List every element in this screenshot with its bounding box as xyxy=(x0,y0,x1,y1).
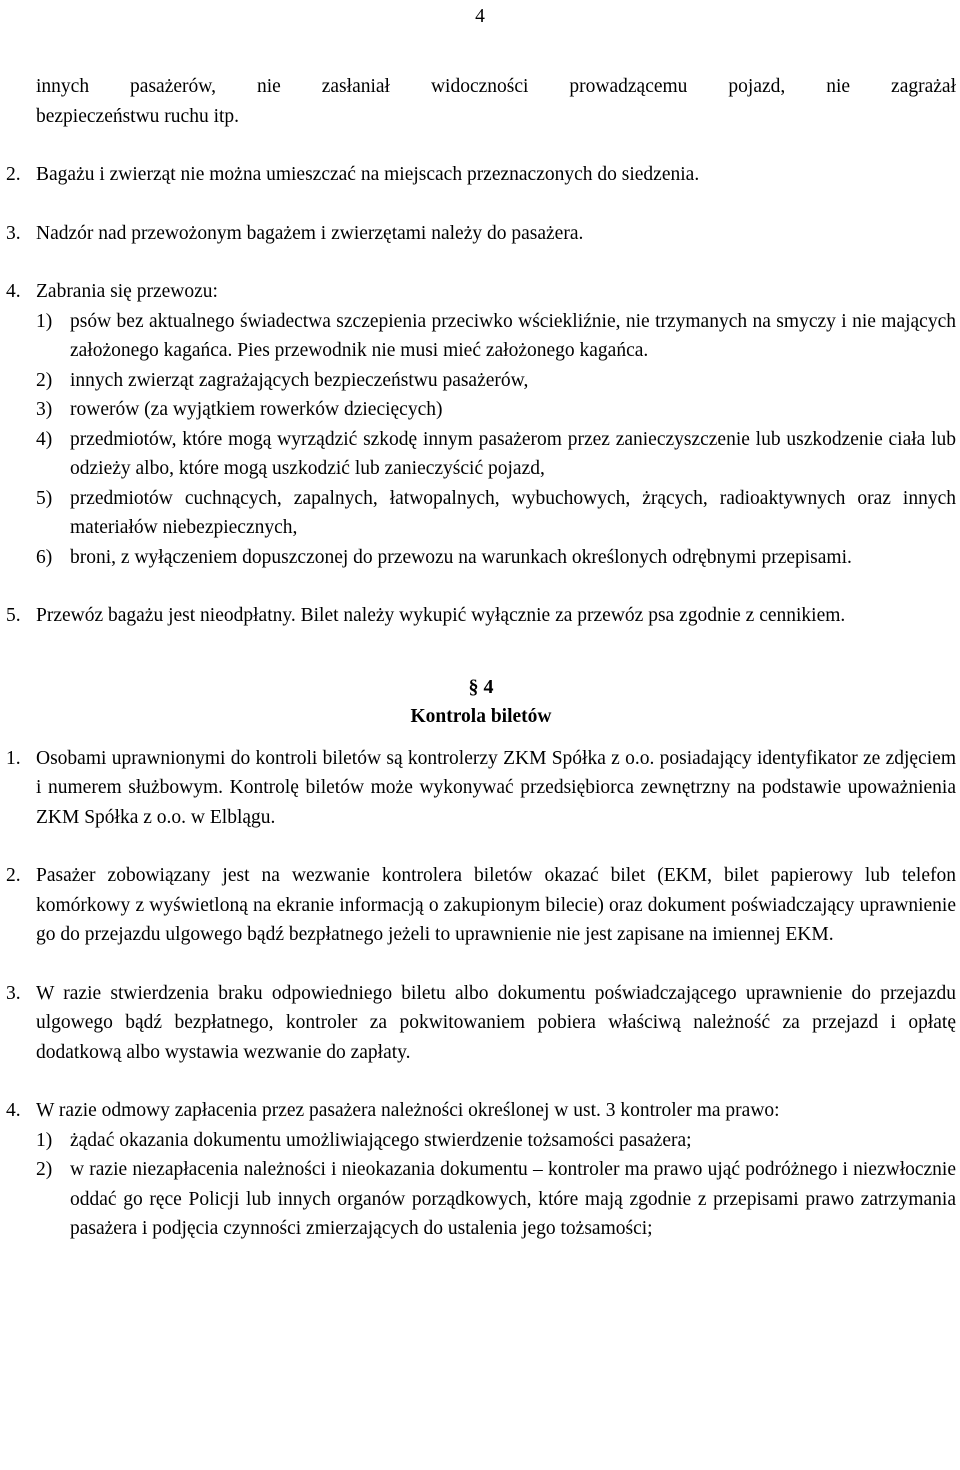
prohibition-text: przedmiotów cuchnących, zapalnych, łatwopalnych, wybuchowych, żrących, radioaktywnych oraz innych materiałów niebezpiecznych, xyxy=(70,487,956,538)
right-item xyxy=(36,1126,956,1156)
right-text: żądać okazania dokumentu umożliwiającego stwierdzenie tożsamości pasażera; xyxy=(70,1129,692,1151)
prohibition-item xyxy=(36,307,956,366)
control-item-number: 1. xyxy=(6,747,21,769)
control-item-text: Osobami uprawnionymi do kontroli biletów są kontrolerzy ZKM Spółka z o.o. posiadający identyfikator ze zdjęciem i numerem służbowym. Kontrolę biletów może wykonywać przedsiębiorca zewnętrzny na podstawie upoważnienia ZKM Spółka z o.o. w Elblągu. xyxy=(36,747,956,828)
control-item xyxy=(6,1096,956,1126)
prohibition-text: przedmiotów, które mogą wyrządzić szkodę innym pasażerom przez zanieczyszczenie lub uszkodzenie ciała lub odzieży albo, które mogą uszkodzić lub zanieczyścić pojazd, xyxy=(70,428,956,479)
control-item xyxy=(6,979,956,1068)
control-item-number: 2. xyxy=(6,865,21,886)
prohibition-item xyxy=(36,543,956,573)
list-item-number: 5. xyxy=(6,605,21,626)
prohibition-item xyxy=(36,395,956,425)
intro-line-1: innych pasażerów, nie zasłaniał widoczności prowadzącemu pojazd, nie zagrażał xyxy=(36,76,956,97)
control-item xyxy=(6,861,956,950)
list-item xyxy=(6,219,956,249)
list-item-number: 2. xyxy=(6,164,21,185)
list-item xyxy=(6,160,956,190)
prohibition-text: innych zwierząt zagrażających bezpieczeństwu pasażerów, xyxy=(70,369,529,391)
prohibition-item xyxy=(36,425,956,484)
control-item xyxy=(6,744,956,833)
prohibition-number: 4) xyxy=(36,428,53,450)
control-item-text: Pasażer zobowiązany jest na wezwanie kontrolera biletów okazać bilet (EKM, bilet papierowy lub telefon komórkowy z wyświetloną na ekranie informacją o zakupionym bilecie) oraz dokument poświadczający uprawnienie go do przejazdu ulgowego bądź bezpłatnego jeżeli to uprawnienie nie jest zapisane na imiennej EKM. xyxy=(36,865,956,945)
list-item-text: Przewóz bagażu jest nieodpłatny. Bilet należy wykupić wyłącznie za przewóz psa zgodnie z cennikiem. xyxy=(36,605,846,626)
page-content xyxy=(6,72,956,1244)
prohibition-text: rowerów (za wyjątkiem rowerków dziecięcych) xyxy=(70,399,443,420)
list-item-number: 4. xyxy=(6,281,21,302)
intro-line-2: bezpieczeństwu ruchu itp. xyxy=(36,105,240,127)
section-heading xyxy=(6,672,956,732)
prohibition-number: 6) xyxy=(36,546,53,568)
control-item-text: W razie odmowy zapłacenia przez pasażera należności określonej w ust. 3 kontroler ma prawo: xyxy=(36,1100,780,1121)
prohibition-item xyxy=(36,484,956,543)
list-item-text: Zabrania się przewozu: xyxy=(36,281,218,302)
right-number: 1) xyxy=(36,1129,53,1151)
section-paragraph-mark: § 4 xyxy=(468,675,494,698)
prohibition-text: psów bez aktualnego świadectwa szczepienia przeciwko wściekliźnie, nie trzymanych na smyczy i nie mających założonego kagańca. Pies przewodnik nie musi mieć założonego kagańca. xyxy=(70,310,956,361)
list-item-text: Nadzór nad przewożonym bagażem i zwierzętami należy do pasażera. xyxy=(36,222,584,244)
control-item-text: W razie stwierdzenia braku odpowiedniego biletu albo dokumentu poświadczającego uprawnienie do przejazdu ulgowego bądź bezpłatnego, kontroler za pokwitowaniem pobiera właściwą należność za przejazd i opłatę dodatkową albo wystawia wezwanie do zapłaty. xyxy=(36,982,956,1063)
list-item xyxy=(6,277,956,307)
prohibition-number: 2) xyxy=(36,369,53,391)
prohibition-text: broni, z wyłączeniem dopuszczonej do przewozu na warunkach określonych odrębnymi przepisami. xyxy=(70,546,852,568)
prohibition-item xyxy=(36,366,956,396)
control-item-number: 3. xyxy=(6,982,21,1004)
prohibition-number: 1) xyxy=(36,310,53,332)
right-item xyxy=(36,1155,956,1244)
list-item-number: 3. xyxy=(6,222,21,244)
list-item xyxy=(6,601,956,631)
right-number: 2) xyxy=(36,1159,53,1180)
prohibition-number: 5) xyxy=(36,487,53,509)
section-title: Kontrola biletów xyxy=(410,705,552,727)
list-item-text: Bagażu i zwierząt nie można umieszczać na miejscach przeznaczonych do siedzenia. xyxy=(36,164,700,185)
control-item-number: 4. xyxy=(6,1100,21,1121)
prohibition-number: 3) xyxy=(36,399,53,420)
page-number: 4 xyxy=(475,6,485,27)
right-text: w razie niezapłacenia należności i nieokazania dokumentu – kontroler ma prawo ująć podróżnego i niezwłocznie oddać go ręce Policji lub innych organów porządkowych, które mają zgodnie z przepisami prawo zatrzymania pasażera i podjęcia czynności zmierzających do ustalenia jego tożsamości; xyxy=(70,1159,956,1239)
